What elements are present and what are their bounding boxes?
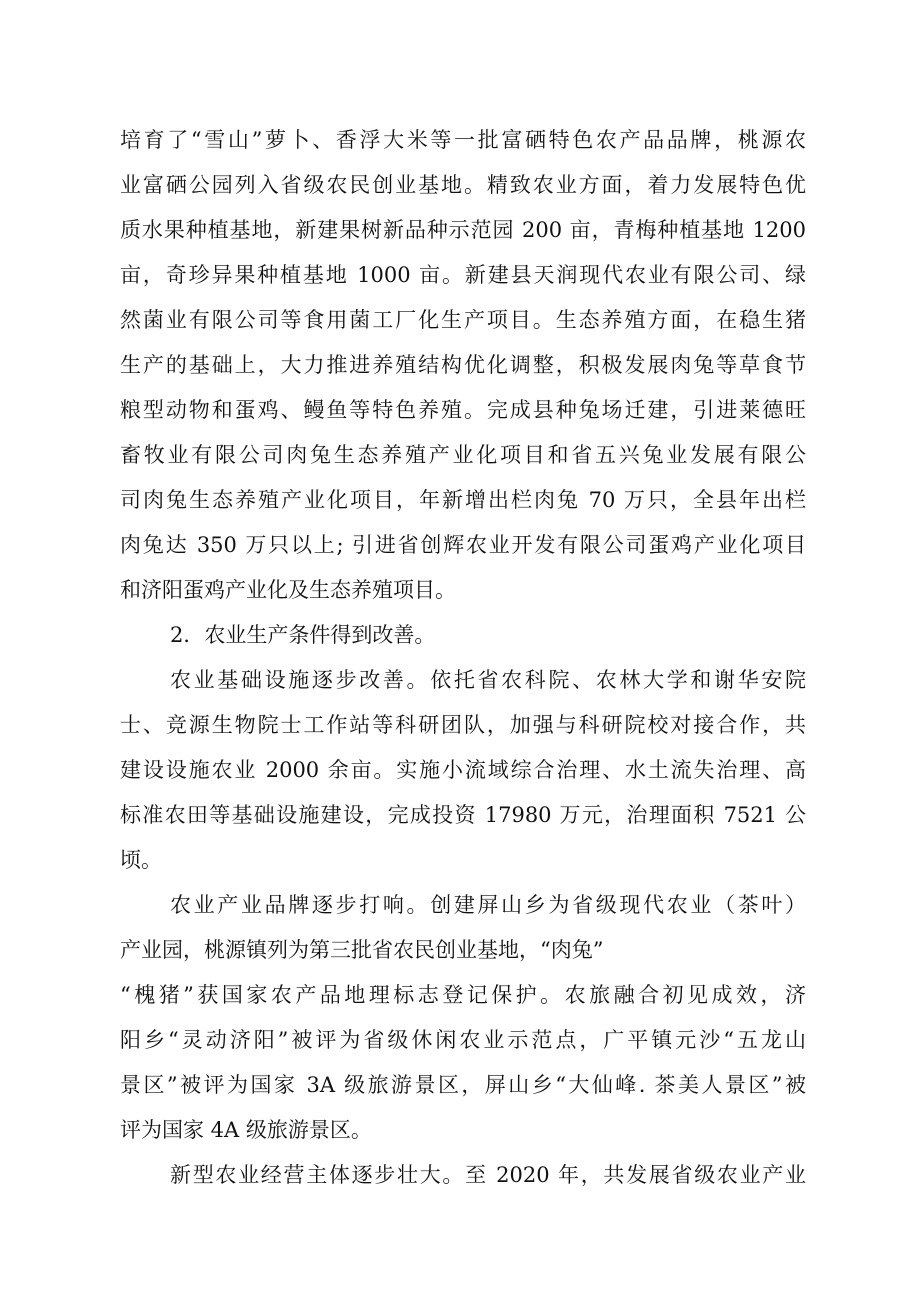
text-line: 农业产业品牌逐步打响。创建屏山乡为省级现代农业（茶叶） [170,893,806,917]
text-line: 士、竞源生物院士工作站等科研团队，加强与科研院校对接合作，共 [120,713,806,737]
text-line: 培育了“雪山”萝卜、香浮大米等一批富硒特色农产品品牌，桃源农 [120,128,806,152]
text-line: 阳乡“灵动济阳”被评为省级休闲农业示范点，广平镇元沙“五龙山 [120,1028,806,1052]
text-line: 粮型动物和蛋鸡、鳗鱼等特色养殖。完成县种兔场迁建，引进莱德旺 [120,398,806,422]
text-line: 2．农业生产条件得到改善。 [170,623,436,647]
text-line: 业富硒公园列入省级农民创业基地。精致农业方面，着力发展特色优 [120,173,806,197]
text-line: 顷。 [120,848,162,872]
body-text [120,118,806,1198]
text-line: 然菌业有限公司等食用菌工厂化生产项目。生态养殖方面，在稳生猪 [120,308,806,332]
text-line: 生产的基础上，大力推进养殖结构优化调整，积极发展肉兔等草食节 [120,353,806,377]
text-line: 和济阳蛋鸡产业化及生态养殖项目。 [120,578,456,602]
text-line: 产业园，桃源镇列为第三批省农民创业基地，“肉兔” [120,938,604,962]
text-line: 景区”被评为国家 3A 级旅游景区，屏山乡“大仙峰. 茶美人景区”被 [120,1073,806,1097]
text-line: 评为国家 4A 级旅游景区。 [120,1118,372,1142]
text-line: 标准农田等基础设施建设，完成投资 17980 万元，治理面积 7521 公 [120,803,806,827]
text-line: 新型农业经营主体逐步壮大。至 2020 年，共发展省级农业产业 [170,1163,806,1187]
text-line: 肉兔达 350 万只以上; 引进省创辉农业开发有限公司蛋鸡产业化项目 [120,533,806,557]
text-line: 建设设施农业 2000 余亩。实施小流域综合治理、水土流失治理、高 [120,758,806,782]
text-line: “槐猪”获国家农产品地理标志登记保护。农旅融合初见成效，济 [120,983,806,1007]
text-line: 畜牧业有限公司肉兔生态养殖产业化项目和省五兴兔业发展有限公 [120,443,806,467]
text-line: 质水果种植基地，新建果树新品种示范园 200 亩，青梅种植基地 1200 [120,218,806,242]
text-line: 农业基础设施逐步改善。依托省农科院、农林大学和谢华安院 [170,668,806,692]
text-line: 亩，奇珍异果种植基地 1000 亩。新建县天润现代农业有限公司、绿 [120,263,806,287]
text-line: 司肉兔生态养殖产业化项目，年新增出栏肉兔 70 万只，全县年出栏 [120,488,806,512]
